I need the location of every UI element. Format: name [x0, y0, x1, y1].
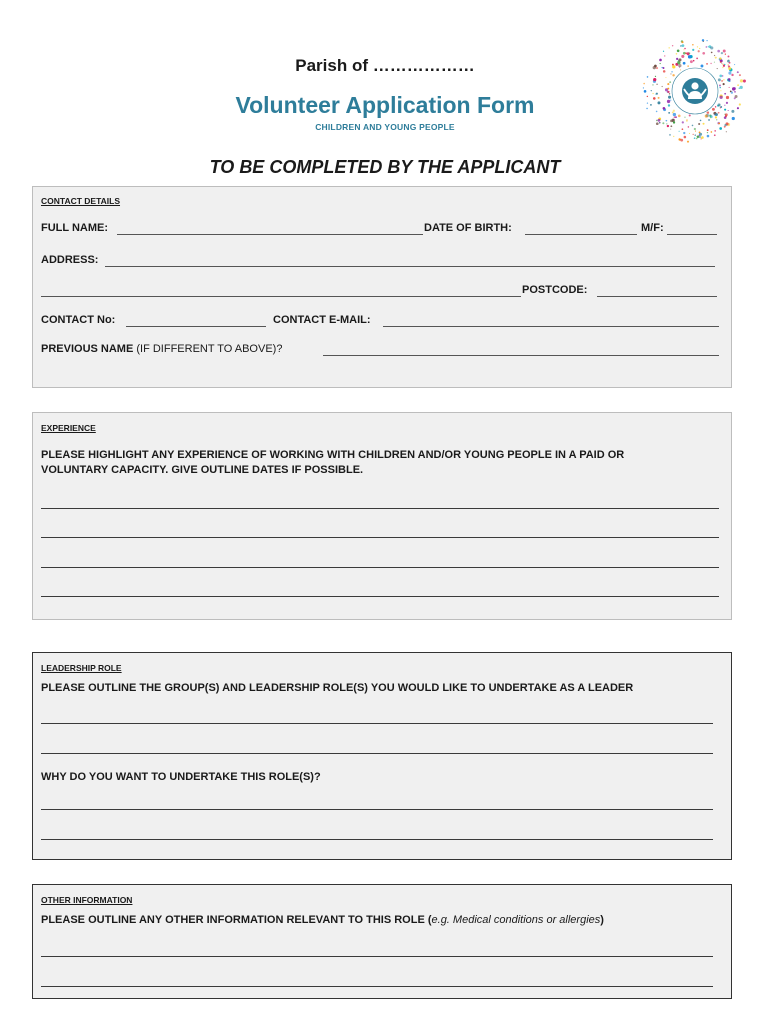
other-prompt-text: PLEASE OUTLINE ANY OTHER INFORMATION RELEVANT TO THIS ROLE ( [41, 914, 432, 926]
experience-answer-line-3[interactable] [41, 567, 719, 568]
other-information-section [32, 884, 732, 999]
full-name-field[interactable] [117, 234, 423, 235]
leadership-role-section [32, 652, 732, 860]
experience-answer-line-2[interactable] [41, 537, 719, 538]
address-label: ADDRESS: [41, 254, 99, 266]
leadership-answer-line-2[interactable] [41, 753, 713, 754]
previous-name-note: (IF DIFFERENT TO ABOVE)? [136, 343, 283, 355]
safeguarding-logo [641, 37, 749, 145]
parish-heading: Parish of ……………… [295, 56, 475, 75]
experience-answer-line-4[interactable] [41, 596, 719, 597]
experience-prompt-line-1: PLEASE HIGHLIGHT ANY EXPERIENCE OF WORKING WITH CHILDREN AND/OR YOUNG PEOPLE IN A PAID OR [41, 449, 625, 461]
other-information-prompt [41, 914, 604, 926]
leadership-prompt: PLEASE OUTLINE THE GROUP(S) AND LEADERSHIP ROLE(S) YOU WOULD LIKE TO UNDERTAKE AS A LEADER [41, 682, 634, 694]
experience-section [32, 412, 732, 620]
contact-no-label: CONTACT No: [41, 314, 116, 326]
previous-name-text: PREVIOUS NAME [41, 343, 134, 355]
previous-name-field[interactable] [323, 355, 719, 356]
other-prompt-close: ) [600, 914, 604, 926]
previous-name-label [41, 343, 282, 355]
contact-no-field[interactable] [126, 326, 266, 327]
address-field-1[interactable] [105, 266, 715, 267]
gender-label: M/F: [641, 222, 664, 234]
why-role-answer-line-1[interactable] [41, 809, 713, 810]
address-field-2[interactable] [41, 296, 521, 297]
experience-prompt-line-2: VOLUNTARY CAPACITY. GIVE OUTLINE DATES IF POSSIBLE. [41, 464, 364, 476]
dob-label: DATE OF BIRTH: [424, 222, 512, 234]
contact-details-heading: CONTACT DETAILS [41, 196, 121, 206]
email-field[interactable] [383, 326, 719, 327]
other-answer-line-2[interactable] [41, 986, 713, 987]
other-information-heading: OTHER INFORMATION [41, 895, 133, 905]
form-subtitle: CHILDREN AND YOUNG PEOPLE [315, 122, 455, 132]
why-role-answer-line-2[interactable] [41, 839, 713, 840]
gender-field[interactable] [667, 234, 717, 235]
postcode-field[interactable] [597, 296, 717, 297]
leadership-role-heading: LEADERSHIP ROLE [41, 663, 122, 673]
applicant-heading: TO BE COMPLETED BY THE APPLICANT [209, 157, 561, 177]
leadership-answer-line-1[interactable] [41, 723, 713, 724]
other-prompt-example: e.g. Medical conditions or allergies [431, 914, 601, 926]
form-title: Volunteer Application Form [235, 92, 535, 118]
postcode-label: POSTCODE: [522, 284, 588, 296]
other-answer-line-1[interactable] [41, 956, 713, 957]
experience-answer-line-1[interactable] [41, 508, 719, 509]
why-role-prompt: WHY DO YOU WANT TO UNDERTAKE THIS ROLE(S)? [41, 771, 321, 783]
full-name-label: FULL NAME: [41, 222, 109, 234]
dob-field[interactable] [525, 234, 637, 235]
contact-details-section [32, 186, 732, 388]
email-label: CONTACT E-MAIL: [273, 314, 371, 326]
experience-heading: EXPERIENCE [41, 423, 96, 433]
